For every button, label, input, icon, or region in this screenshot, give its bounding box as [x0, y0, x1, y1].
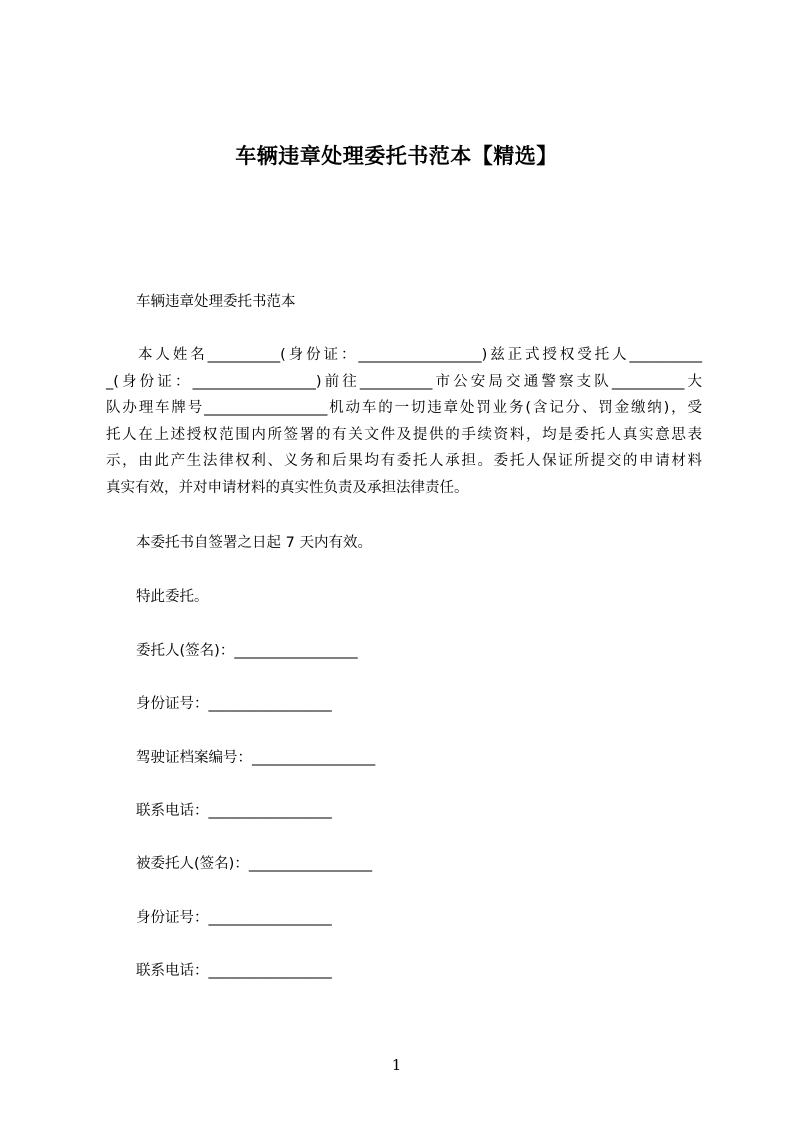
paragraph-line: 示，由此产生法律权利、义务和后果均有委托人承担。委托人保证所提交的申请材料 — [106, 453, 702, 469]
paragraph-line: 托人在上述授权范围内所签署的有关文件及提供的手续资料，均是委托人真实意思表 — [106, 426, 702, 443]
license-file-number-field: 驾驶证档案编号：_________________ — [136, 750, 376, 766]
page-number: 1 — [391, 1056, 402, 1074]
principal-signature-field: 委托人(签名)：_________________ — [136, 643, 358, 659]
agent-phone-field: 联系电话：_________________ — [136, 963, 332, 979]
paragraph-line: _(身份证：_________________)前往__________市公安局交通警察支队__________大 — [106, 373, 702, 390]
paragraph-line: 队办理车牌号_________________机动车的一切违章处罚业务(含记分、罚金缴纳)，受 — [106, 400, 702, 416]
paragraph-line: 真实有效，并对申请材料的真实性负责及承担法律责任。 — [106, 479, 469, 496]
closing-statement: 特此委托。 — [136, 589, 209, 605]
principal-phone-field: 联系电话：_________________ — [136, 803, 332, 819]
agent-signature-field: 被委托人(签名)：_________________ — [136, 856, 373, 872]
validity-statement: 本委托书自签署之日起 7 天内有效。 — [136, 535, 372, 551]
document-subtitle: 车辆违章处理委托书范本 — [136, 294, 296, 310]
agent-id-field: 身份证号：_________________ — [136, 910, 332, 926]
principal-id-field: 身份证号：_________________ — [136, 696, 332, 712]
paragraph-line: 本人姓名__________(身份证：_________________)兹正式授权受托人__________ — [138, 347, 702, 363]
authorization-paragraph — [106, 342, 702, 501]
document-title: 车辆违章处理委托书范本【精选】 — [235, 144, 558, 168]
